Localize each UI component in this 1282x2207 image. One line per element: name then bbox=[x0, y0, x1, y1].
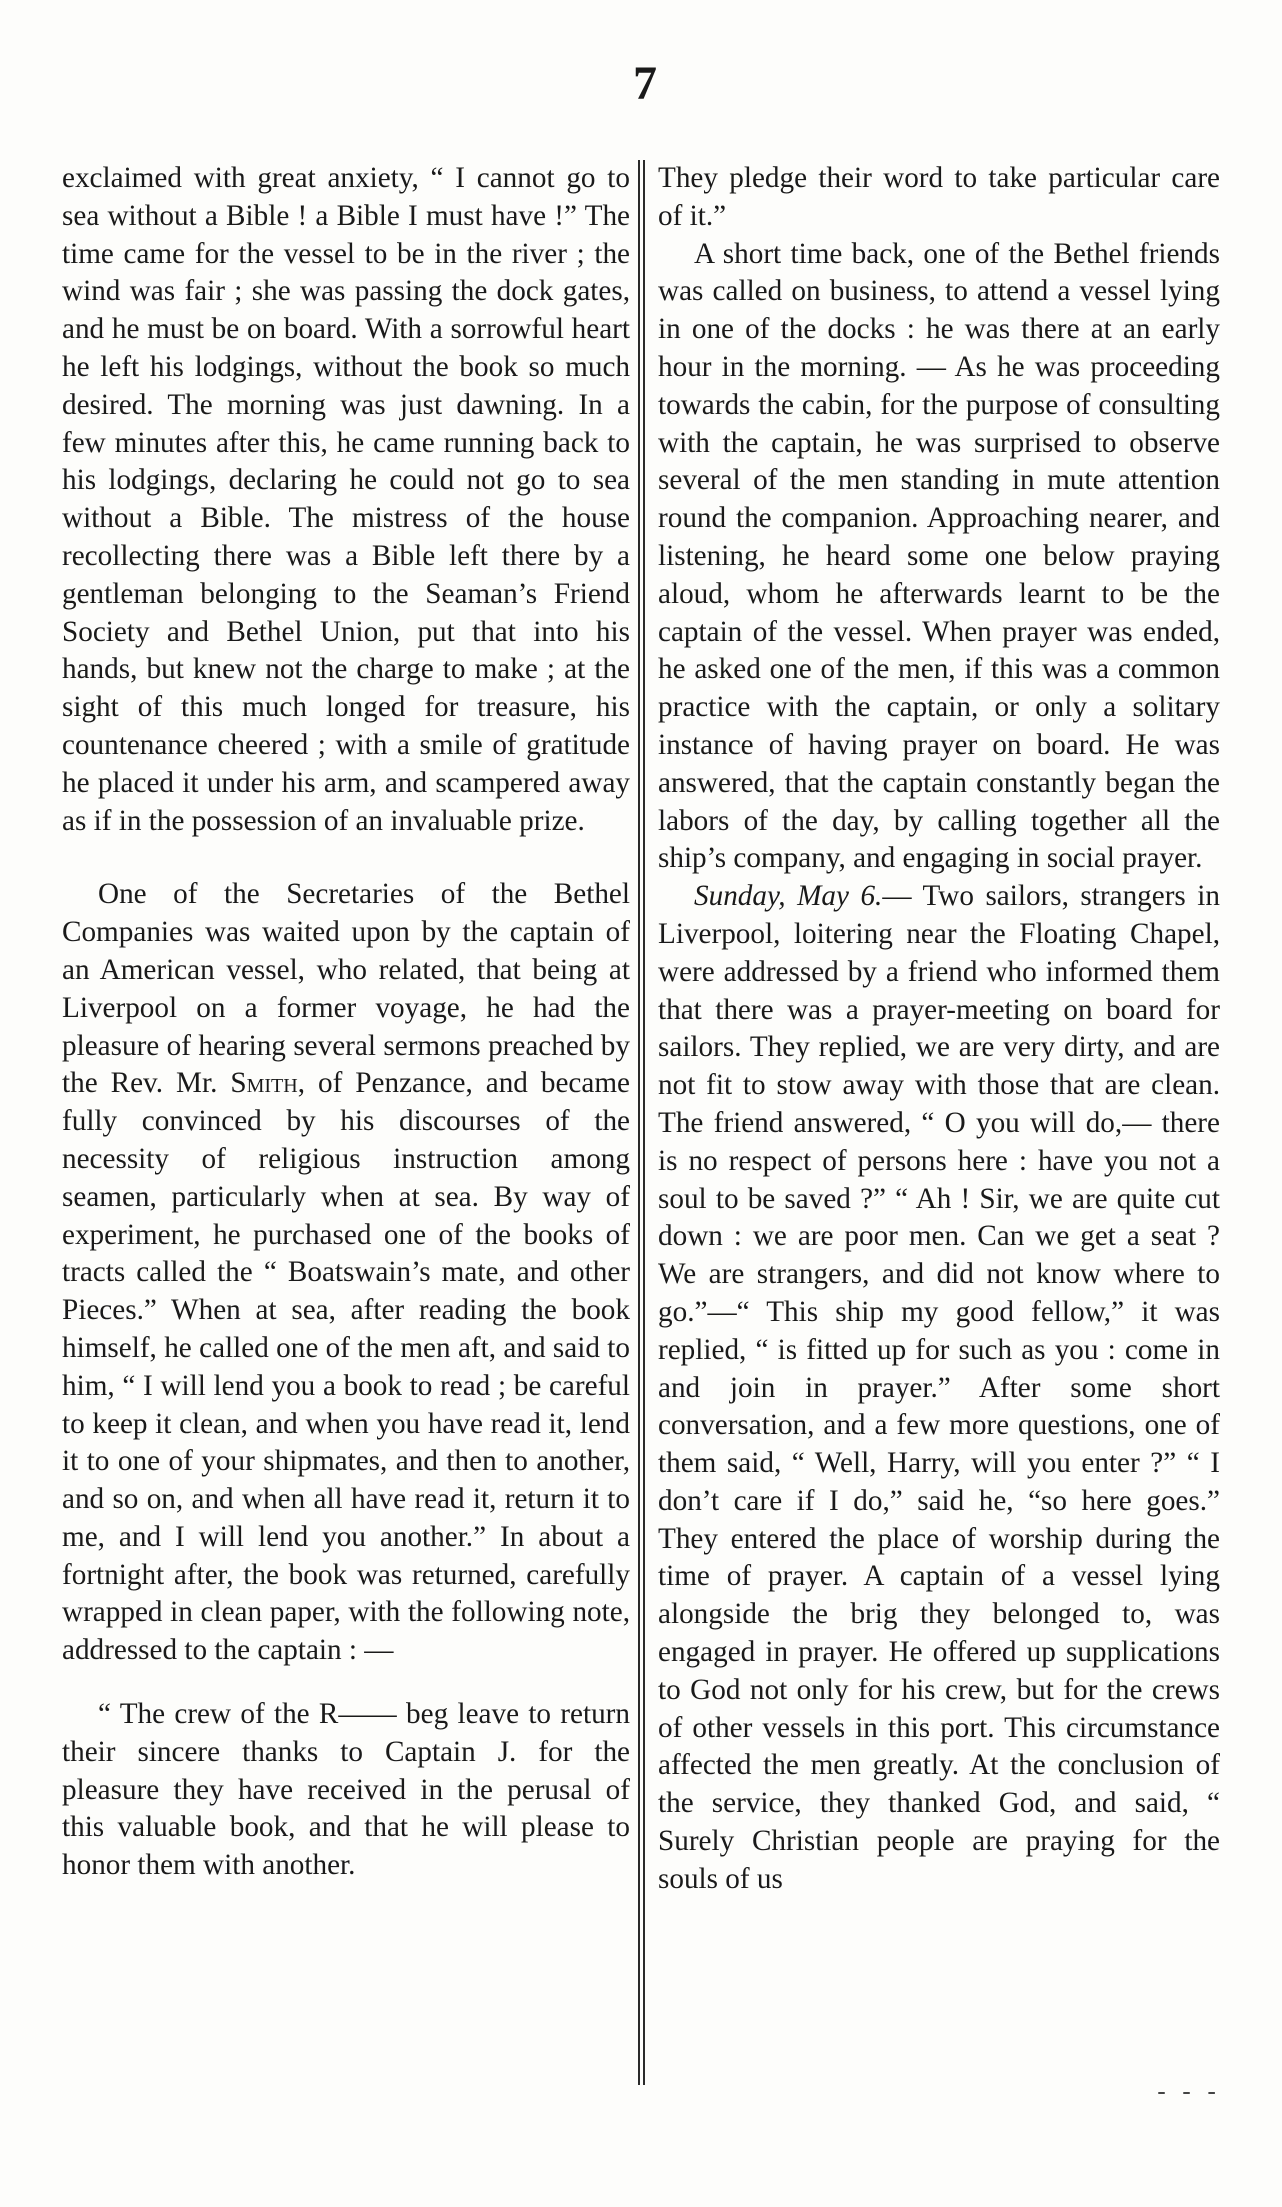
paragraph-bethel-friend: A short time back, one of the Bethel friends was called on business, to attend a vessel lying in one of the docks : he was there at an early hour in the morning. — As he was proceeding towards the cabin, for the purpose of consulting with the captain, he was surprised to observe several of the men standing in mute attention round the companion. Approaching nearer, and listening, he heard some one below praying aloud, whom he afterwards learnt to be the captain of the vessel. When prayer was ended, he asked one of the men, if this was a common practice with the captain, or only a solitary instance of having prayer on board. He was answered, that the captain constantly began the labors of the day, by calling together all the ship’s company, and engaging in social prayer. bbox=[658, 237, 1220, 875]
column-divider bbox=[643, 160, 645, 2085]
date-heading: Sunday, May 6. bbox=[694, 880, 883, 913]
column-divider bbox=[638, 160, 640, 2085]
left-column bbox=[62, 160, 630, 1885]
paragraph-sunday bbox=[658, 878, 1220, 1899]
paragraph-bible-anxiety: exclaimed with great anxiety, “ I cannot go to sea without a Bible ! a Bible I must have !” The time came for the vessel to be in the river ; the wind was fair ; she was passing the dock gates, and he must be on board. With a sorrowful heart he left his lodgings, without the book so much desired. The morning was just dawning. In a few minutes after this, he came running back to his lodgings, declaring he could not go to sea without a Bible. The mistress of the house recollecting there was a Bible left there by a gentleman belonging to the Seaman’s Friend Society and Bethel Union, put that into his hands, but knew not the charge to make ; at the sight of this much longed for treasure, his countenance cheered ; with a smile of gratitude he placed it under his arm, and scampered away as if in the possession of an invaluable prize. bbox=[62, 162, 630, 837]
paragraph-text: , of Penzance, and became fully convinced by his discourses of the necessity of religious instruction among seamen, particularly when at sea. By way of experiment, he purchased one of the books of tracts called the “ Boatswain’s mate, and other Pieces.” When at sea, after reading the book himself, he called one of the men aft, and said to him, “ I will lend you a book to read ; be careful to keep it clean, and when you have read it, lend it to one of your shipmates, and then to another, and so on, and when all have read it, return it to me, and I will lend you another.” In about a fortnight after, the book was returned, carefully wrapped in clean paper, with the following note, addressed to the captain : — bbox=[62, 1067, 630, 1667]
page-number: 7 bbox=[633, 57, 657, 110]
catchword: - - - bbox=[1157, 2077, 1220, 2107]
paragraph-text: One of the Secretaries of the Bethel Companies was waited upon by the captain of an American vessel, who related, that being at Liverpool on a former voyage, he had the pleasure of hearing several sermons preached by the Rev. Mr. bbox=[62, 878, 630, 1100]
right-column bbox=[658, 160, 1220, 1899]
paragraph-american-captain bbox=[62, 876, 630, 1670]
paragraph-crew-note: “ The crew of the R—— beg leave to return their sincere thanks to Captain J. for the pleasure they have received in the perusal of this valuable book, and that he will please to honor them with another. bbox=[62, 1698, 630, 1882]
paragraph-pledge: They pledge their word to take particular care of it.” bbox=[658, 162, 1220, 232]
person-name: Smith bbox=[230, 1067, 298, 1100]
paragraph-text: — Two sailors, strangers in Liverpool, loitering near the Floating Chapel, were addressed by a friend who informed them that there was a prayer-meeting on board for sailors. They replied, we are very dirty, and are not fit to stow away with those that are clean. The friend answered, “ O you will do,— there is no respect of persons here : have you not a soul to be saved ?” “ Ah ! Sir, we are quite cut down : we are poor men. Can we get a seat ? We are strangers, and did not know where to go.”—“ This ship my good fellow,” it was replied, “ is fitted up for such as you : come in and join in prayer.” After some short conversation, and a few more questions, one of them said, “ Well, Harry, will you enter ?” “ I don’t care if I do,” said he, “so here goes.” They entered the place of worship during the time of prayer. A captain of a vessel lying alongside the brig they belonged to, was engaged in prayer. He offered up supplications to God not only for his crew, but for the crews of other vessels in this port. This circumstance affected the men greatly. At the conclusion of the service, they thanked God, and said, “ Surely Christian people are praying for the souls of us bbox=[658, 880, 1220, 1895]
